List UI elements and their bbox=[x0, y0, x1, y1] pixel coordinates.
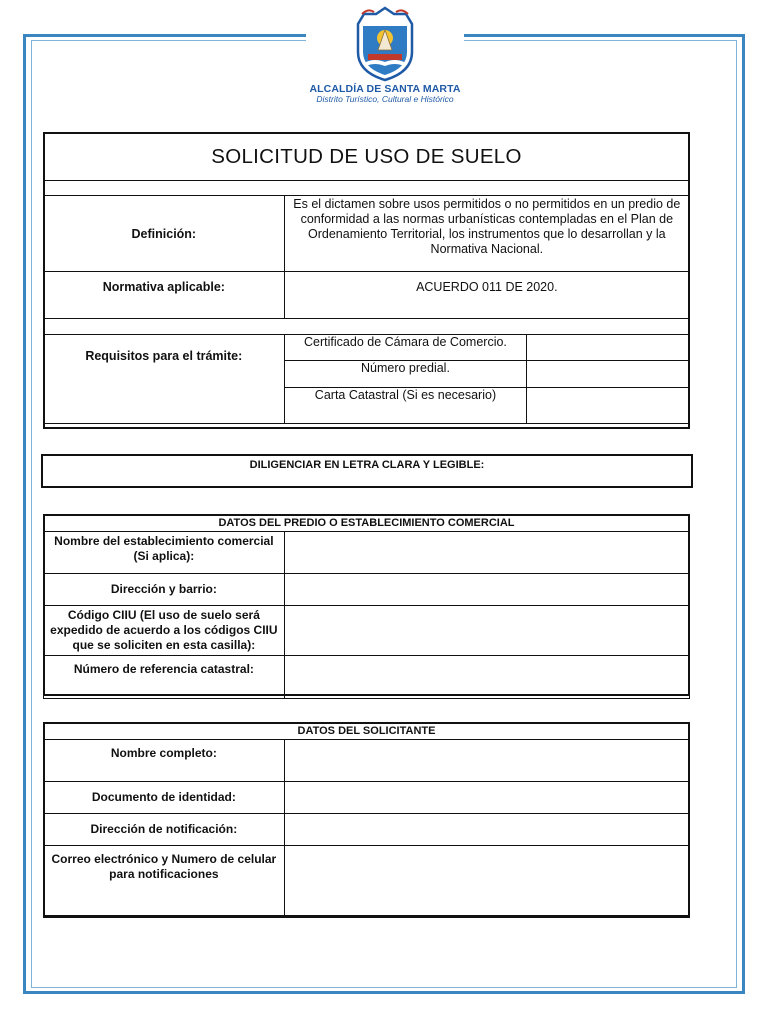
solicitante-header: DATOS DEL SOLICITANTE bbox=[44, 723, 690, 740]
nombre-establecimiento-input[interactable] bbox=[284, 532, 689, 574]
requisito-item: Certificado de Cámara de Comercio. bbox=[284, 335, 527, 361]
direccion-barrio-input[interactable] bbox=[284, 574, 689, 606]
solicitante-field-label: Correo electrónico y Numero de celular para notificaciones bbox=[44, 846, 285, 918]
solicitante-field-label: Documento de identidad: bbox=[44, 782, 285, 814]
definicion-label: Definición: bbox=[44, 196, 285, 272]
alcaldia-logo bbox=[306, 6, 464, 112]
requisitos-label: Requisitos para el trámite: bbox=[44, 335, 285, 424]
requisito-check-cell[interactable] bbox=[527, 388, 690, 424]
form-title: SOLICITUD DE USO DE SUELO bbox=[44, 133, 690, 181]
referencia-catastral-input[interactable] bbox=[284, 656, 689, 699]
requisito-check-cell[interactable] bbox=[527, 361, 690, 388]
requisito-item: Número predial. bbox=[284, 361, 527, 388]
predio-field-label: Nombre del establecimiento comercial (Si aplica): bbox=[44, 532, 285, 574]
predio-field-label: Número de referencia catastral: bbox=[44, 656, 285, 699]
requisito-item: Carta Catastral (Si es necesario) bbox=[284, 388, 527, 424]
normativa-label: Normativa aplicable: bbox=[44, 272, 285, 319]
normativa-value: ACUERDO 011 DE 2020. bbox=[284, 272, 689, 319]
spacer-row bbox=[44, 319, 690, 335]
solicitante-table bbox=[43, 722, 690, 918]
spacer-row bbox=[44, 181, 690, 196]
info-table bbox=[43, 132, 690, 424]
requisito-check-cell[interactable] bbox=[527, 335, 690, 361]
nombre-completo-input[interactable] bbox=[284, 740, 689, 782]
predio-table bbox=[43, 514, 690, 699]
direccion-notificacion-input[interactable] bbox=[284, 814, 689, 846]
definicion-text: Es el dictamen sobre usos permitidos o no permitidos en un predio de conformidad a las normas urbanísticas contempladas en el Plan de Ordenamiento Territorial, los instrumentos que lo desarrollan y la Normativa Nacional. bbox=[284, 196, 689, 272]
correo-celular-input[interactable] bbox=[284, 846, 689, 918]
solicitante-field-label: Dirección de notificación: bbox=[44, 814, 285, 846]
logo-name: ALCALDÍA DE SANTA MARTA bbox=[309, 83, 461, 95]
codigo-ciiu-input[interactable] bbox=[284, 606, 689, 656]
instruction-box: DILIGENCIAR EN LETRA CLARA Y LEGIBLE: bbox=[41, 454, 693, 488]
documento-identidad-input[interactable] bbox=[284, 782, 689, 814]
predio-field-label: Dirección y barrio: bbox=[44, 574, 285, 606]
predio-field-label: Código CIIU (El uso de suelo será expedido de acuerdo a los códigos CIIU que se soliciten en esta casilla): bbox=[44, 606, 285, 656]
solicitante-field-label: Nombre completo: bbox=[44, 740, 285, 782]
predio-header: DATOS DEL PREDIO O ESTABLECIMIENTO COMERCIAL bbox=[44, 515, 690, 532]
coat-of-arms-icon bbox=[354, 6, 416, 82]
logo-subtitle: Distrito Turístico, Cultural e Histórico bbox=[316, 94, 454, 104]
